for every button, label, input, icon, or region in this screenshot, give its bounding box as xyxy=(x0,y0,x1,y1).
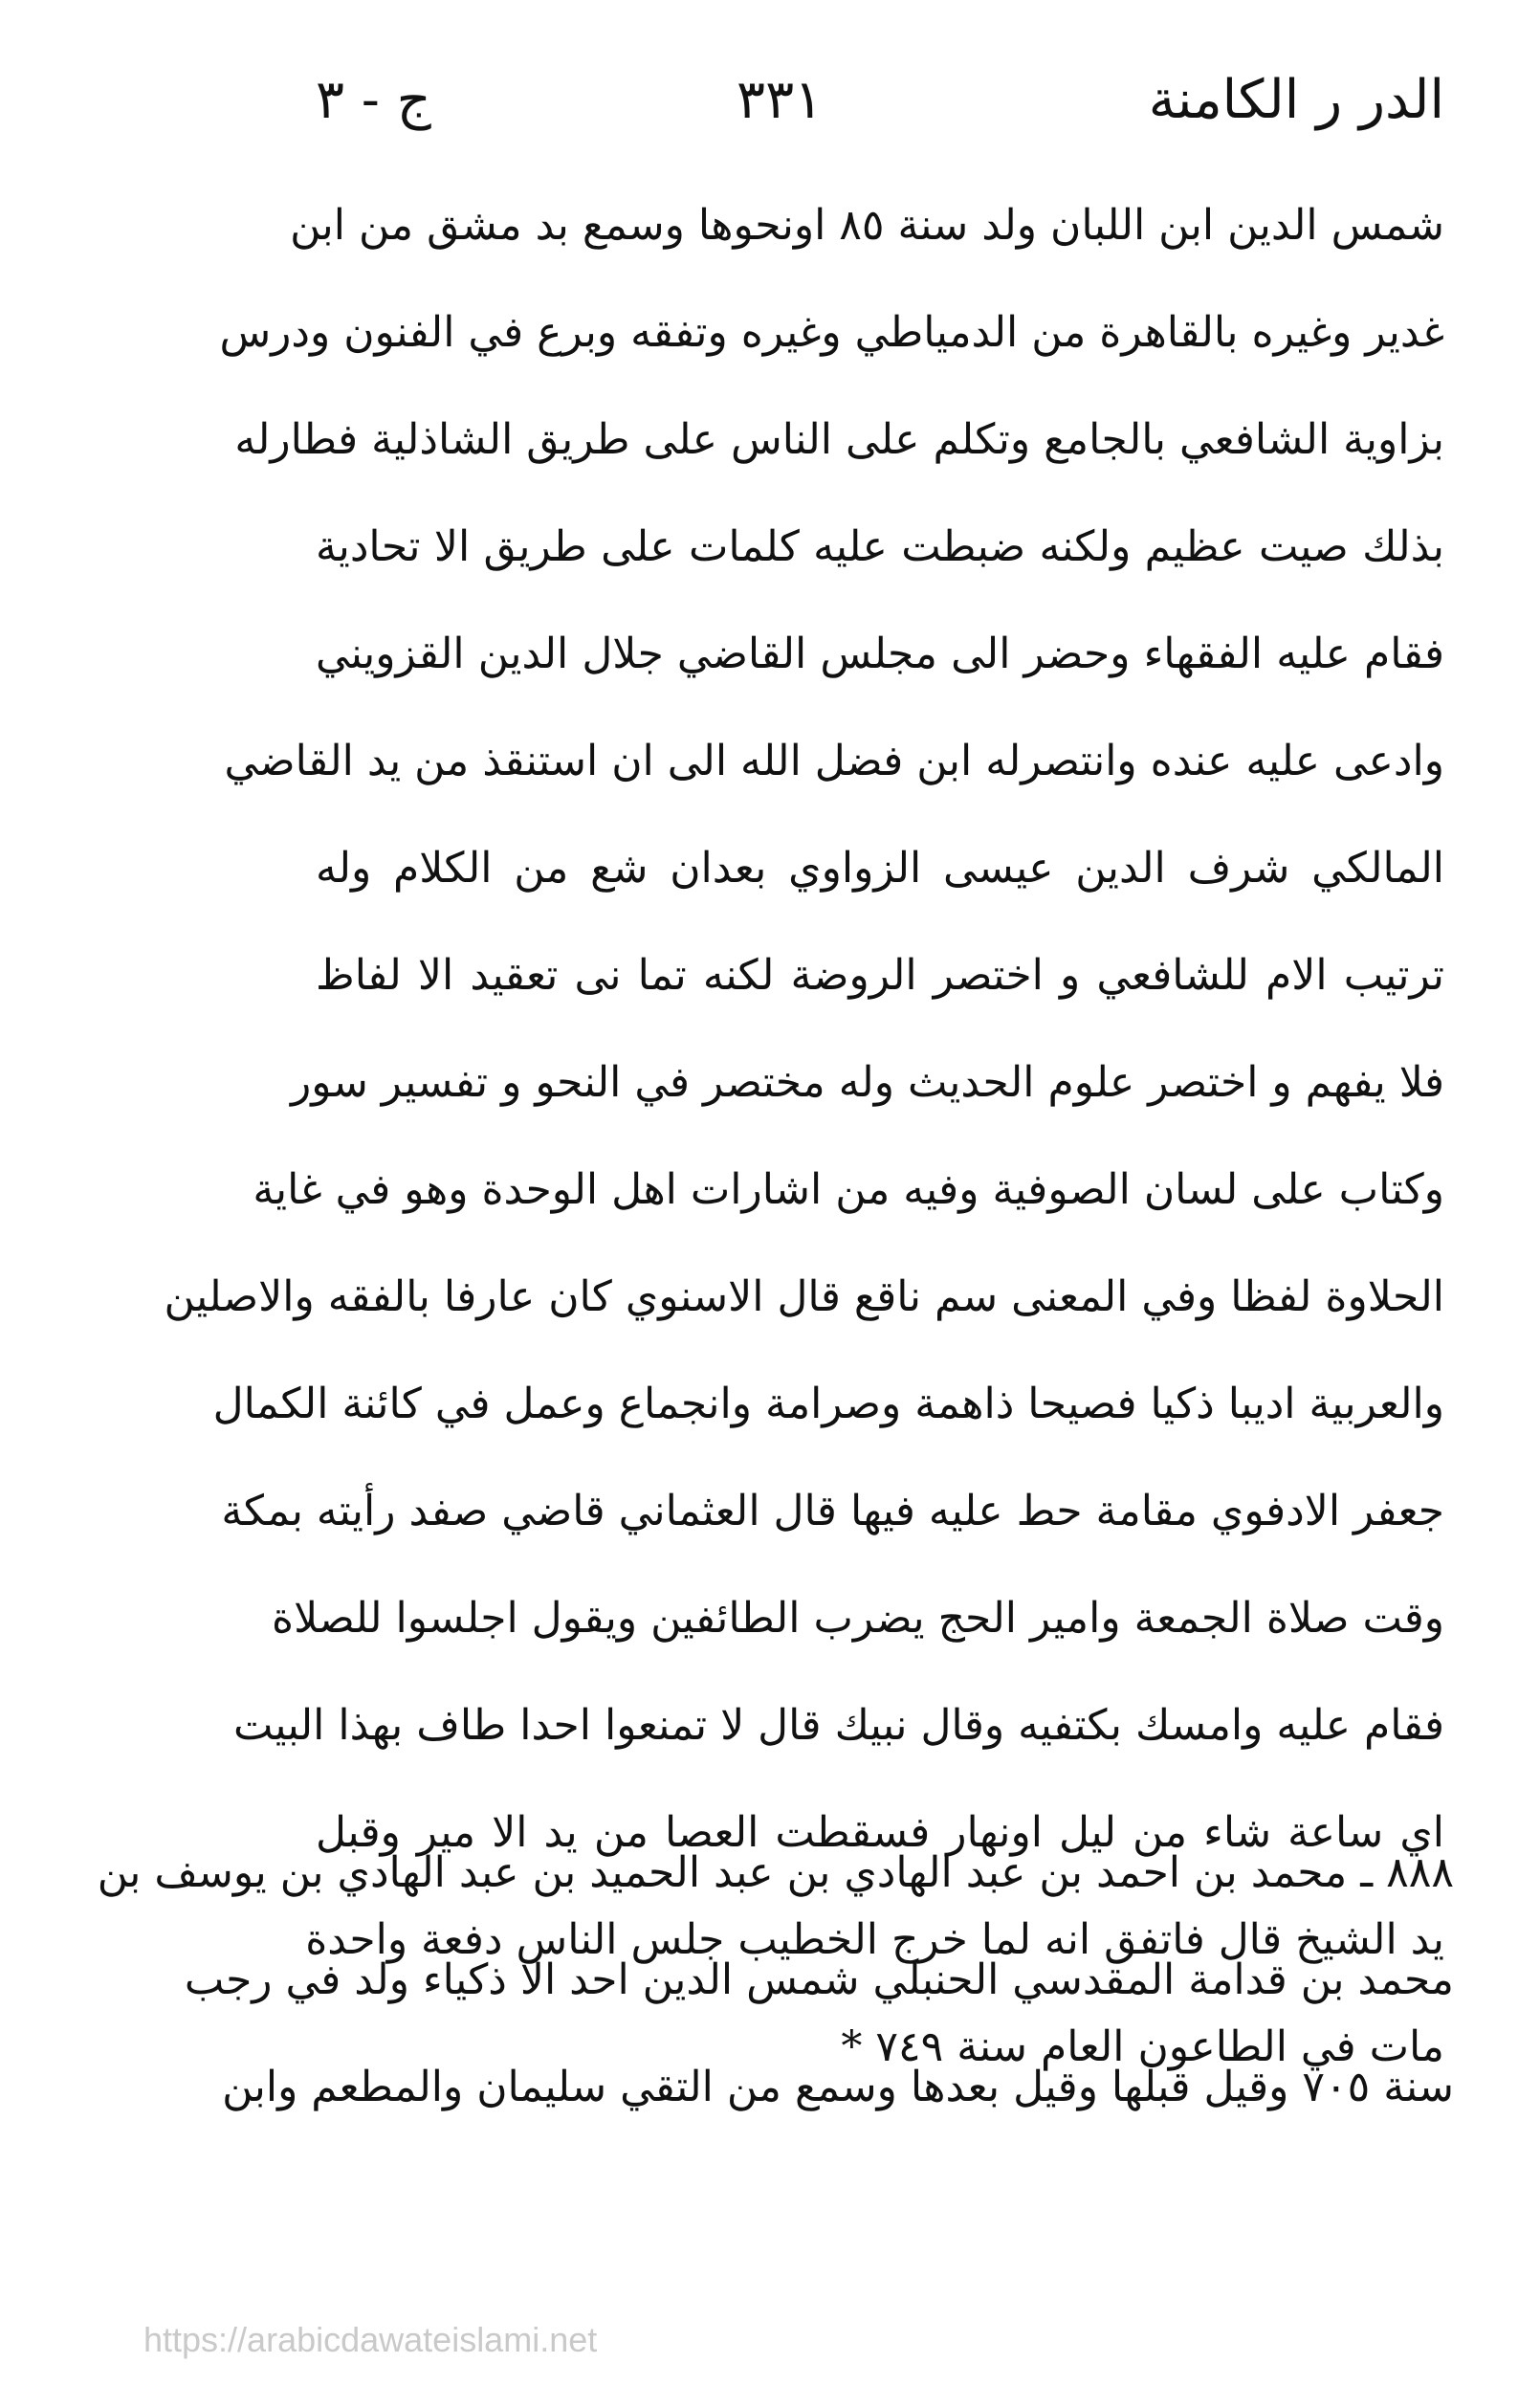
text-line: بذلك صيت عظيم ولكنه ضبطت عليه كلمات على طريق الا تحادية xyxy=(316,522,1444,571)
text-line-last: مات في الطاعون العام سنة ٧٤٩ * xyxy=(841,2022,1444,2071)
text-line: الحلاوة لفظا وفي المعنى سم ناقع قال الاسنوي كان عارفا بالفقه والاصلين xyxy=(164,1272,1444,1321)
text-line: يد الشيخ قال فاتفق انه لما خرج الخطيب جلس الناس دفعة واحدة xyxy=(305,1915,1444,1964)
text-line: شمس الدين ابن اللبان ولد سنة ٨٥ اونحوها وسمع بد مشق من ابن xyxy=(290,201,1444,250)
page-number: ٣٣١ xyxy=(737,69,824,131)
page-header xyxy=(316,57,1444,144)
text-line: ترتيب الام للشافعي و اختصر الروضة لكنه تما نى تعقيد الا لفاظ xyxy=(316,951,1444,1000)
text-line: جعفر الادفوي مقامة حط عليه فيها قال العثماني قاضي صفد رأيته بمكة xyxy=(221,1487,1444,1535)
text-line: المالكي شرف الدين عيسى الزواوي بعدان شع من الكلام وله xyxy=(316,844,1444,893)
entry-line: محمد بن قدامة المقدسي الحنبلي شمس الدين احد الا ذكياء ولد في رجب xyxy=(184,1955,1454,2004)
main-text-block xyxy=(164,172,1444,2101)
text-line: بزاوية الشافعي بالجامع وتكلم على الناس على طريق الشاذلية فطارله xyxy=(234,415,1444,464)
text-line: فلا يفهم و اختصر علوم الحديث وله مختصر في النحو و تفسير سور xyxy=(290,1058,1444,1107)
text-line: فقام عليه وامسك بكتفيه وقال نبيك قال لا تمنعوا احدا طاف بهذا البيت xyxy=(233,1701,1444,1750)
book-title: الدر ر الكامنة xyxy=(1148,69,1444,131)
text-line: وقت صلاة الجمعة وامير الحج يضرب الطائفين ويقول اجلسوا للصلاة xyxy=(272,1594,1444,1643)
text-line: والعربية اديبا ذكيا فصيحا ذاهمة وصرامة وانجماع وعمل في كائنة الكمال xyxy=(212,1380,1444,1428)
text-line: اي ساعة شاء من ليل اونهار فسقطت العصا من يد الا مير وقبل xyxy=(316,1808,1444,1857)
entry-line: سنة ٧٠٥ وقيل قبلها وقيل بعدها وسمع من التقي سليمان والمطعم وابن xyxy=(222,2063,1454,2111)
text-line: فقام عليه الفقهاء وحضر الى مجلس القاضي جلال الدين القزويني xyxy=(316,629,1444,678)
text-line: وادعى عليه عنده وانتصرله ابن فضل الله الى ان استنقذ من يد القاضي xyxy=(224,737,1444,785)
text-line: وكتاب على لسان الصوفية وفيه من اشارات اهل الوحدة وهو في غاية xyxy=(253,1165,1444,1214)
text-line: غدير وغيره بالقاهرة من الدمياطي وغيره وتفقه وبرع في الفنون ودرس xyxy=(219,308,1444,357)
watermark-url: https://arabicdawateislami.net xyxy=(143,2320,598,2359)
volume-label: ج - ٣ xyxy=(316,69,431,131)
biography-entry-888 xyxy=(97,1820,1454,2141)
entry-heading-line: ٨٨٨ ـ محمد بن احمد بن عبد الهادي بن عبد الحميد بن عبد الهادي بن يوسف بن xyxy=(97,1848,1454,1897)
